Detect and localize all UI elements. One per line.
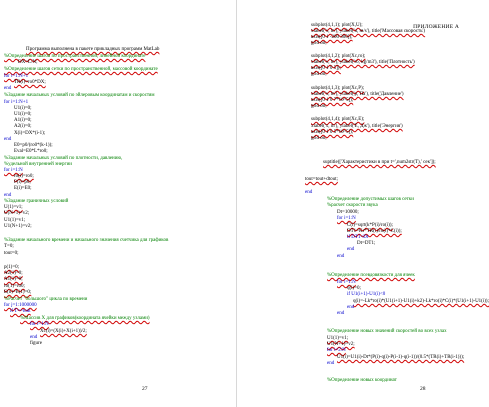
code-line: xlabel('x, m'), ylabel('E, Дж'), title('Энергия'): [311, 124, 403, 129]
page-number-right: 28: [420, 386, 426, 392]
code-line: q(i)=-Lk*ro(i)*(U1(i+1)-U1(i)+k2)-Lk*ro(i)*C(i)*(U1(i+1)-U1(i));: [353, 299, 489, 304]
code-line: U1(i)=0;: [14, 112, 32, 117]
code-line: end: [4, 193, 12, 198]
code-line: tout=0;: [4, 251, 19, 256]
code-line: grid on;: [311, 136, 327, 141]
code-line: for i=1:N: [337, 216, 356, 221]
code-line: figure: [30, 341, 42, 346]
code-line: E(n)=E(1)=0;: [4, 290, 32, 295]
left-page: [0, 0, 236, 407]
code-line: for i=1:N+1: [4, 74, 29, 79]
code-line: P(i)=p0;: [14, 180, 31, 185]
code-line: end: [305, 190, 313, 195]
code-line: for i=1:N: [4, 168, 23, 173]
code-line: U1(i)=0;: [14, 106, 32, 111]
code-line: xlabel('x, m'), ylabel('p, Па'), title('Давление'): [311, 92, 404, 97]
code-line: if T==tout: [10, 309, 31, 314]
code-line: %Определение псевдовязкости для ячеек: [327, 273, 415, 278]
code-line: %Расчет "большого" цикла по времени: [4, 297, 88, 302]
code-line: ro(i)=ro0;: [14, 174, 34, 179]
appendix-header: ПРИЛОЖЕНИЕ А: [413, 24, 459, 30]
code-line: U(1)=v1;: [4, 205, 23, 210]
code-line: axis([0 1 0 7*10^5]);: [311, 98, 354, 103]
code-line: %Определение шагов по пространственной, линейной координате: [4, 54, 146, 59]
code-line: if DT1<Dt: [347, 235, 369, 240]
code-line: end: [337, 254, 345, 259]
page-number-left: 27: [142, 386, 148, 392]
code-line: axis([0 1 0 5*10^5]);: [311, 130, 354, 135]
code-line: %Задание начальных условий по плотности, давлению,: [4, 156, 123, 161]
code-line: DX=L/N;: [18, 60, 38, 65]
code-line: p(1)=0;: [4, 265, 20, 270]
code-line: Dt=10000;: [337, 210, 359, 215]
code-line: end: [347, 247, 355, 252]
code-line: grid on;: [311, 72, 327, 77]
code-line: U1(1)=v1;: [327, 336, 349, 341]
code-line: X(i)=DX*(i-1);: [14, 131, 46, 136]
code-line: %Задание начальных условий по эйлеровым координатам и скоростям: [4, 93, 155, 98]
code-line: ro(1)=ro0;: [4, 284, 25, 289]
code-line: q(i)=0;: [347, 286, 361, 291]
code-line: subplot(4,1,2); plot(Xc,ro);: [311, 54, 366, 59]
code-line: Eval=E0*L*ro0;: [14, 149, 48, 154]
code-line: %Определение новых значений скоростей во всех узлах: [327, 329, 447, 334]
code-line: Программа выполнена в пакете прикладных программ MatLab: [26, 47, 160, 52]
code-line: U1(N+1)=v2;: [4, 224, 32, 229]
code-line: U1(i)=U1(i)-Dt*(P(i)-q(i)-P(i-1)-q(i-1))/(0.5*(TR(i)+TR(i-1)));: [337, 355, 465, 360]
code-line: subplot(4,1,3); plot(Xc,P);: [311, 86, 365, 91]
code-line: subplot(4,1,1); plot(X,U);: [311, 23, 363, 28]
code-line: E(i)=E0;: [14, 186, 32, 191]
code-line: for j=1:1000000: [4, 303, 37, 308]
code-line: E0=p0/(ro0*(k-1));: [14, 143, 53, 148]
code-line: %удельной внутренней энергии: [4, 162, 72, 167]
code-line: %Определение шагов сетки по пространственной, массовой координате: [4, 67, 158, 72]
code-line: axis([0 1 0 5]);: [311, 66, 341, 71]
code-line: xlabel('x, m'), ylabel('ro, kg/m3'), title('Плотность'): [311, 60, 415, 65]
code-line: %Задание начального времени и начального значения счетчика для графиков: [4, 238, 169, 243]
code-line: for i=1:N+1: [4, 100, 29, 105]
code-line: grid on;: [311, 41, 327, 46]
code-line: end: [327, 361, 335, 366]
code-line: if U1(i+1)-U1(i)<0: [347, 292, 386, 297]
code-line: %расчет скорости звука: [327, 203, 378, 208]
code-line: Dt=DT1;: [357, 241, 376, 246]
code-line: Xc(i)=(X(i)+X(i+1))/2;: [40, 329, 87, 334]
code-line: end: [4, 137, 12, 142]
code-line: %Определение допустимых шагов сетки: [327, 197, 414, 202]
code-line: axis([0 1 -200 300]);: [311, 35, 353, 40]
code-line: end: [337, 311, 345, 316]
code-line: U(N+1)=v2;: [4, 211, 30, 216]
code-line: T=0;: [4, 244, 14, 249]
code-line: grid on;: [311, 104, 327, 109]
code-line: U1(1)=v1;: [4, 218, 26, 223]
code-line: %Задание граничных условий: [4, 199, 69, 204]
code-line: end: [347, 305, 355, 310]
code-line: %Массив X для графиков(координата ячейки между узлами): [20, 316, 150, 321]
code-line: end: [4, 86, 12, 91]
code-line: xlabel('x, m'), ylabel('u, m/s'), title('Массовая скорость'): [311, 29, 426, 34]
code-line: suptitle(['Характеристики в при t=',num2str(T),' сек']);: [323, 160, 436, 165]
code-line: end: [30, 335, 38, 340]
code-line: subplot(4,1,4); plot(Xc,E);: [311, 117, 365, 122]
code-line: TR(i)=ro0*DX;: [14, 80, 46, 85]
code-line: A2(1)=0;: [4, 271, 23, 276]
code-line: DT1=Kr*TR(i)/ro(i)*C(i));: [347, 229, 402, 234]
code-line: A1(1)=0;: [4, 277, 23, 282]
code-line: U1(N+1)=v2;: [327, 342, 355, 347]
code-line: tout=tout+dtout;: [305, 177, 338, 182]
code-line: %Определение новых координат: [327, 378, 397, 383]
code-line: for i=2:N: [327, 348, 346, 353]
code-line: A1(i)=0;: [14, 118, 32, 123]
code-line: for i=1:N: [30, 322, 49, 327]
right-page: [237, 0, 489, 407]
code-line: C(i)=sqrt(k*P(i)/ro(i));: [347, 223, 393, 228]
code-line: for i=1:N: [337, 280, 356, 285]
code-line: A2(i)=0;: [14, 124, 32, 129]
